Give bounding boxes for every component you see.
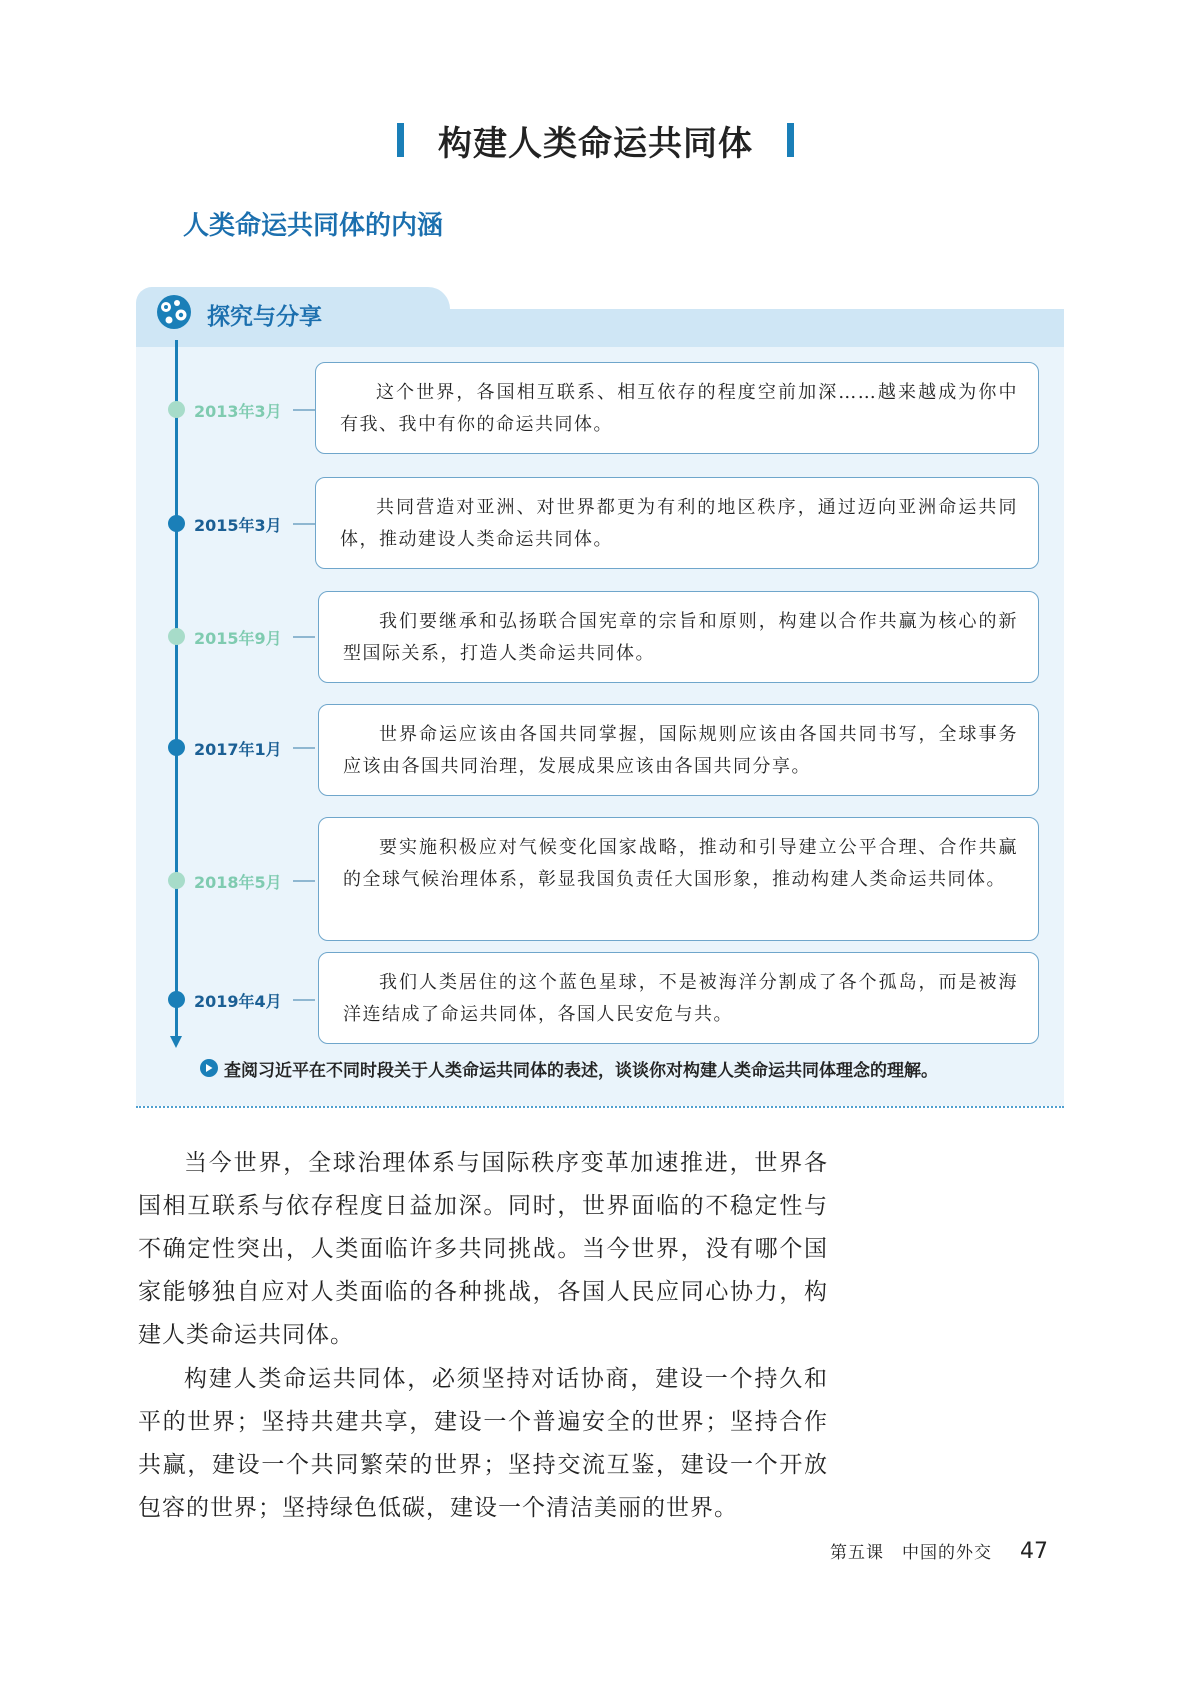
timeline-connector <box>293 636 315 638</box>
timeline-dot <box>168 401 185 418</box>
page-number: 47 <box>1020 1539 1048 1564</box>
timeline-dot <box>168 515 185 532</box>
title-bar-right <box>787 123 794 157</box>
page-title <box>0 112 1191 168</box>
timeline-date: 2017年1月 <box>194 740 282 759</box>
quote-card: 世界命运应该由各国共同掌握，国际规则应该由各国共同书写，全球事务应该由各国共同治理，发展成果应该由各国共同分享。 <box>318 704 1039 796</box>
timeline-arrow <box>170 1036 182 1048</box>
timeline-line <box>175 340 178 1040</box>
section-title: 人类命运共同体的内涵 <box>183 211 444 241</box>
timeline-dot <box>168 739 185 756</box>
body-paragraph: 当今世界，全球治理体系与国际秩序变革加速推进，世界各国相互联系与依存程度日益加深。同时，世界面临的不稳定性与不确定性突出，人类面临许多共同挑战。当今世界，没有哪个国家能够独自应对人类面临的各种挑战，各国人民应同心协力，构建人类命运共同体。 <box>138 1150 828 1348</box>
globe-dots-icon <box>155 293 193 331</box>
timeline-connector <box>293 880 315 882</box>
body-text <box>138 1142 828 1531</box>
timeline-dot <box>168 872 185 889</box>
page-title-text: 构建人类命运共同体 <box>438 123 753 164</box>
quote-card: 这个世界，各国相互联系、相互依存的程度空前加深……越来越成为你中有我、我中有你的命运共同体。 <box>315 362 1039 454</box>
quote-card: 我们要继承和弘扬联合国宪章的宗旨和原则，构建以合作共赢为核心的新型国际关系，打造人类命运共同体。 <box>318 591 1039 683</box>
play-arrow-icon <box>200 1059 218 1077</box>
quote-card: 共同营造对亚洲、对世界都更为有利的地区秩序，通过迈向亚洲命运共同体，推动建设人类命运共同体。 <box>315 477 1039 569</box>
timeline-connector <box>293 409 315 411</box>
body-paragraph: 构建人类命运共同体，必须坚持对话协商，建设一个持久和平的世界；坚持共建共享，建设一个普遍安全的世界；坚持合作共赢，建设一个共同繁荣的世界；坚持交流互鉴，建设一个开放包容的世界；坚持绿色低碳，建设一个清洁美丽的世界。 <box>138 1366 828 1521</box>
timeline-connector <box>293 523 315 525</box>
timeline-date: 2013年3月 <box>194 402 282 421</box>
explore-prompt <box>200 1055 938 1081</box>
quote-card: 我们人类居住的这个蓝色星球，不是被海洋分割成了各个孤岛，而是被海洋连结成了命运共同体，各国人民安危与共。 <box>318 952 1039 1044</box>
page-footer <box>830 1538 1048 1564</box>
quote-card: 要实施积极应对气候变化国家战略，推动和引导建立公平合理、合作共赢的全球气候治理体系，彰显我国负责任大国形象，推动构建人类命运共同体。 <box>318 817 1039 941</box>
timeline-date: 2015年9月 <box>194 629 282 648</box>
timeline-dot <box>168 628 185 645</box>
dotted-separator <box>136 1106 1064 1108</box>
explore-label: 探究与分享 <box>207 304 322 330</box>
timeline-date: 2019年4月 <box>194 992 282 1011</box>
timeline-date: 2018年5月 <box>194 873 282 892</box>
title-bar-left <box>397 123 404 157</box>
timeline-connector <box>293 999 315 1001</box>
timeline-dot <box>168 991 185 1008</box>
footer-lesson: 第五课 中国的外交 <box>830 1543 992 1563</box>
timeline-connector <box>293 747 315 749</box>
timeline-date: 2015年3月 <box>194 516 282 535</box>
explore-prompt-text: 查阅习近平在不同时段关于人类命运共同体的表述，谈谈你对构建人类命运共同体理念的理解。 <box>224 1060 938 1081</box>
